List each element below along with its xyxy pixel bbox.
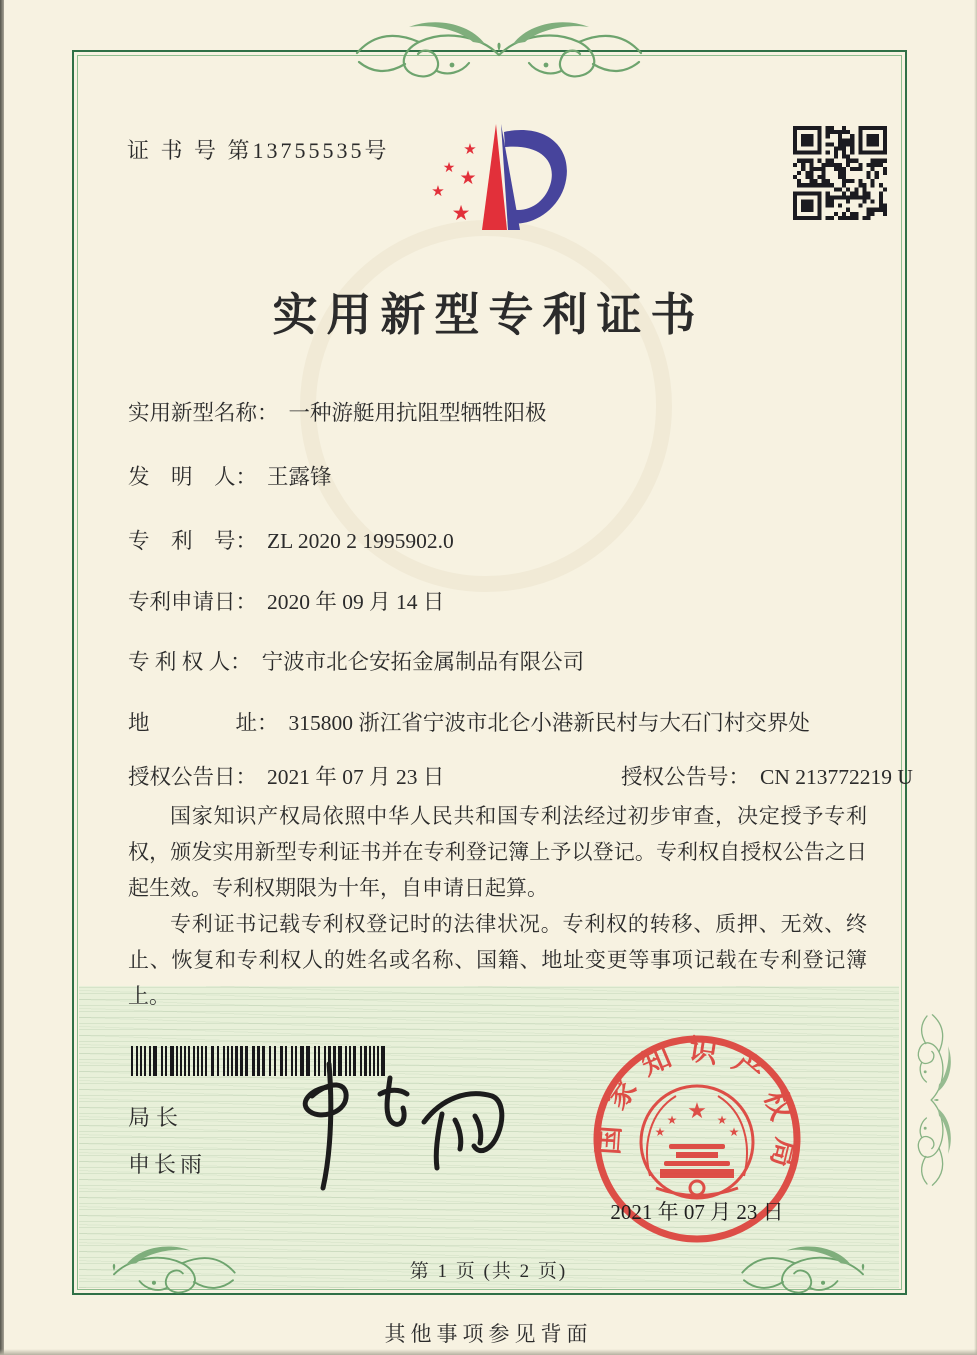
page-info: 第 1 页 (共 2 页): [409, 1261, 568, 1282]
flourish-top-icon: [334, 12, 664, 102]
svg-text:★: ★: [442, 160, 456, 176]
grant-no-label: 授权公告号：: [621, 765, 751, 789]
grant-date-value: 2021 年 07 月 23 日: [267, 765, 445, 789]
svg-text:★: ★: [687, 1099, 707, 1124]
qr-code: [793, 126, 887, 220]
field-label: 发 明 人：: [128, 465, 258, 489]
field-value: ZL 2020 2 1995902.0: [267, 529, 454, 553]
grant-row: [128, 760, 913, 791]
svg-text:★: ★: [459, 167, 477, 189]
field-value: 2020 年 09 月 14 日: [267, 590, 445, 614]
scan-edge-left: [0, 0, 4, 1355]
field-label: 专 利 号：: [128, 529, 258, 553]
national-emblem-icon: [655, 1099, 740, 1178]
certificate-title: 实用新型专利证书: [272, 290, 705, 340]
field-label: 地 址：: [128, 711, 279, 735]
svg-text:★: ★: [431, 182, 445, 200]
field-label: 专利申请日：: [128, 590, 258, 614]
field-label: 专 利 权 人：: [128, 650, 252, 674]
grant-date-label: 授权公告日：: [128, 765, 258, 789]
field-value: 一种游艇用抗阻型牺牲阳极: [288, 401, 547, 425]
field-row: [128, 645, 584, 676]
director-name: 申长雨: [128, 1152, 207, 1177]
field-label: 实用新型名称：: [128, 401, 279, 425]
field-value: 宁波市北仑安拓金属制品有限公司: [261, 650, 585, 674]
svg-text:★: ★: [666, 1113, 678, 1127]
field-row: [128, 585, 444, 616]
seal-date: 2021 年 07 月 23 日: [610, 1200, 784, 1224]
svg-text:★: ★: [654, 1125, 666, 1139]
legal-text: [128, 798, 867, 1014]
legal-paragraph-2: 专利证书记载专利权登记时的法律状况。专利权的转移、质押、无效、终止、恢复和专利权人的姓名或名称、国籍、地址变更等事项记载在专利登记簿上。: [128, 912, 867, 1008]
grant-no-value: CN 213772219 U: [760, 765, 913, 789]
field-row: [128, 524, 454, 555]
seal-text: 国家知识产权局: [592, 1033, 803, 1185]
legal-paragraph-1: 国家知识产权局依照中华人民共和国专利法经过初步审查，决定授予专利权，颁发实用新型专利证书并在专利登记簿上予以登记。专利权自授权公告之日起生效。专利权期限为十年，自申请日起算。: [128, 804, 867, 900]
field-row: [128, 460, 332, 491]
svg-text:★: ★: [728, 1125, 740, 1139]
director-title: 局长: [128, 1105, 185, 1130]
back-note: 其他事项参见背面: [384, 1322, 593, 1346]
director-signature: [272, 1056, 512, 1201]
svg-text:★: ★: [451, 201, 471, 225]
certificate-number: 证 书 号 第13755535号: [127, 138, 390, 163]
field-value: 315800 浙江省宁波市北仑小港新民村与大石门村交界处: [288, 711, 810, 735]
field-row: [128, 396, 547, 427]
scan-edge-bottom: [0, 1349, 977, 1355]
svg-text:★: ★: [716, 1113, 728, 1127]
field-row: [128, 706, 810, 737]
flourish-right-icon: [884, 1010, 974, 1190]
svg-text:★: ★: [463, 140, 477, 158]
field-value: 王露锋: [267, 465, 332, 489]
cnipa-logo-icon: [408, 96, 588, 248]
